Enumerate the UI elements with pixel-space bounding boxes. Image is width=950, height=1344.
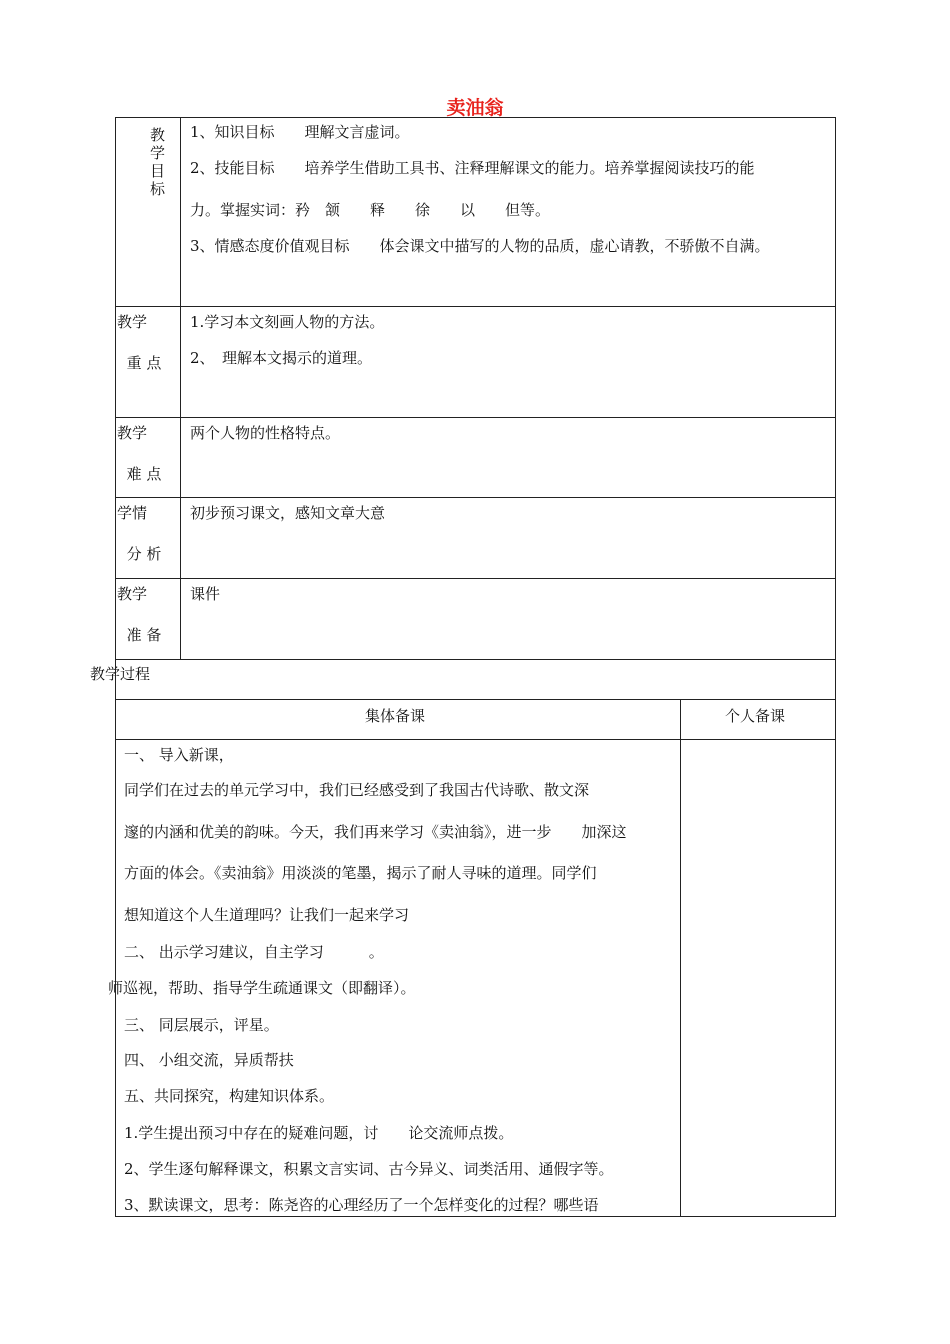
difficulties-label-bottom: 难 点 <box>126 465 162 483</box>
row-divider <box>115 497 836 498</box>
row-divider <box>115 306 836 307</box>
key-point-2: 2、 理解本文揭示的道理。 <box>190 349 373 367</box>
process-line: 同学们在过去的单元学习中，我们已经感受到了我国古代诗歌、散文深 <box>124 781 590 799</box>
column-header-collective: 集体备课 <box>365 707 426 725</box>
process-label: 教学过程 <box>90 665 151 683</box>
student-analysis-text: 初步预习课文，感知文章大意 <box>190 504 386 522</box>
process-line: 想知道这个人生道理吗？让我们一起来学习 <box>124 906 410 924</box>
process-line: 一、 导入新课， <box>124 746 234 764</box>
column-header-personal: 个人备课 <box>725 707 786 725</box>
student-analysis-label-top: 学情 <box>117 504 148 522</box>
process-line: 四、 小组交流，异质帮扶 <box>124 1051 294 1069</box>
process-line: 方面的体会。《卖油翁》用淡淡的笔墨，揭示了耐人寻味的道理。同学们 <box>124 864 597 882</box>
key-point-1: 1.学习本文刻画人物的方法。 <box>190 313 385 331</box>
process-line: 二、 出示学习建议，自主学习 。 <box>124 943 384 961</box>
process-line: 三、 同层展示，评星。 <box>124 1016 279 1034</box>
process-line: 邃的内涵和优美的韵味。今天，我们再来学习《卖油翁》，进一步 加深这 <box>124 823 627 841</box>
process-header-row <box>115 659 836 700</box>
process-column-divider <box>680 699 681 1217</box>
row-divider <box>115 417 836 418</box>
objectives-label: 教学目标 <box>150 126 166 198</box>
objective-knowledge: 1、知识目标 理解文言虚词。 <box>190 123 410 141</box>
process-line: 3、默读课文，思考：陈尧咨的心理经历了一个怎样变化的过程？哪些语 <box>124 1196 599 1214</box>
process-line: 1.学生提出预习中存在的疑难问题，讨 论交流师点拨。 <box>124 1124 514 1142</box>
process-line: 师巡视，帮助、指导学生疏通课文（即翻译）。 <box>108 979 416 997</box>
key-points-label-top: 教学 <box>117 313 148 331</box>
objective-emotion: 3、情感态度价值观目标 体会课文中描写的人物的品质，虚心请教，不骄傲不自满。 <box>190 237 770 255</box>
key-points-label-bottom: 重 点 <box>126 354 162 372</box>
objective-skill: 2、技能目标 培养学生借助工具书、注释理解课文的能力。培养掌握阅读技巧的能 <box>190 159 755 177</box>
process-line: 2、学生逐句解释课文，积累文言实词、古今异义、词类活用、通假字等。 <box>124 1160 614 1178</box>
preparation-text: 课件 <box>190 585 221 603</box>
document-title: 卖油翁 <box>446 97 504 119</box>
process-header-divider <box>115 739 836 740</box>
row-divider <box>115 578 836 579</box>
process-line: 五、共同探究，构建知识体系。 <box>124 1087 335 1105</box>
difficulties-label-top: 教学 <box>117 424 148 442</box>
difficulty-text: 两个人物的性格特点。 <box>190 424 341 442</box>
preparation-label-top: 教学 <box>117 585 148 603</box>
preparation-label-bottom: 准 备 <box>126 626 162 644</box>
objective-skill-continued: 力。掌握实词：矜 颔 释 徐 以 但等。 <box>190 201 551 219</box>
student-analysis-label-bottom: 分 析 <box>126 545 162 563</box>
